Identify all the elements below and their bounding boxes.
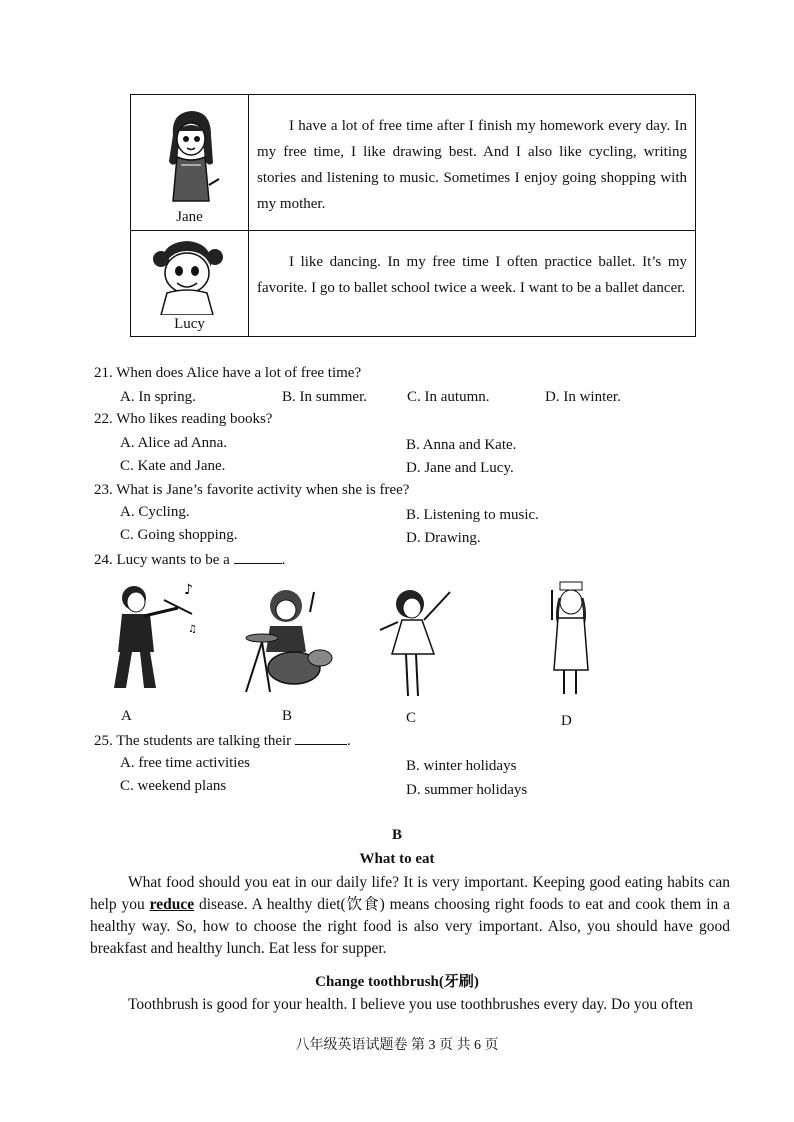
picture-label-b: B xyxy=(282,708,293,724)
reduce-keyword: reduce xyxy=(149,896,195,913)
picture-label-a: A xyxy=(121,708,132,724)
question-25-option-c[interactable]: C. weekend plans xyxy=(120,778,227,794)
question-23-option-b[interactable]: B. Listening to music. xyxy=(406,507,539,523)
question-21-option-b[interactable]: B. In summer. xyxy=(282,389,367,405)
question-23-option-c[interactable]: C. Going shopping. xyxy=(120,527,238,543)
question-23-option-a[interactable]: A. Cycling. xyxy=(120,504,190,520)
section-b-paragraph-1 xyxy=(90,872,730,960)
question-24-stem: 24. Lucy wants to be a xyxy=(94,552,230,568)
question-21-option-a[interactable]: A. In spring. xyxy=(120,389,196,405)
svg-text:♪: ♪ xyxy=(184,582,193,598)
jane-name-label: Jane xyxy=(176,209,203,225)
table-row-lucy xyxy=(131,231,695,337)
violinist-picture-icon[interactable] xyxy=(104,580,202,692)
question-21-stem: 21. When does Alice have a lot of free time? xyxy=(94,365,362,381)
question-25-stem: 25. The students are talking their xyxy=(94,733,292,749)
question-25-option-a[interactable]: A. free time activities xyxy=(120,755,250,771)
picture-label-d: D xyxy=(561,713,572,729)
question-25-option-b[interactable]: B. winter holidays xyxy=(406,758,517,774)
jane-text: I have a lot of free time after I finish my homework every day. In my free time, I like drawing best. And I also like cycling, writing stories and listening to music. Sometimes I enjoy going shopping with my mother. xyxy=(257,118,687,212)
section-b-title: What to eat xyxy=(359,851,435,867)
paragraph-1-part-1: What food should you eat in our daily life? It is very important. Keeping good eating habits can help you xyxy=(90,874,730,913)
question-24-end: . xyxy=(281,552,286,568)
drummer-picture-icon[interactable] xyxy=(240,582,336,694)
profile-table xyxy=(130,94,696,337)
picture-label-c: C xyxy=(406,710,417,726)
question-23-stem: 23. What is Jane’s favorite activity when she is free? xyxy=(94,482,410,498)
question-24-line xyxy=(94,551,285,569)
question-21-option-d[interactable]: D. In winter. xyxy=(545,389,621,405)
jane-picture-cell xyxy=(131,95,249,230)
question-24-blank[interactable] xyxy=(234,551,282,564)
lucy-picture-cell xyxy=(131,231,249,337)
section-b-subtitle: Change toothbrush(牙刷) xyxy=(315,974,479,990)
table-row-jane xyxy=(131,95,695,231)
question-22-option-c[interactable]: C. Kate and Jane. xyxy=(120,458,226,474)
lucy-cartoon-icon xyxy=(149,237,231,315)
ballet-dancer-picture-icon[interactable] xyxy=(368,584,462,702)
jane-cartoon-icon xyxy=(159,105,223,205)
question-23-option-d[interactable]: D. Drawing. xyxy=(406,530,481,546)
paragraph-1-part-2: disease. A healthy diet(饮食) means choosing right foods to eat and cook them in a healthy way. So, how to choose the right food is also very important. Also, you should have good breakfast and healthy lunch. Eat less for supper. xyxy=(90,896,731,957)
section-b-paragraph-2: Toothbrush is good for your health. I believe you use toothbrushes every day. Do you often xyxy=(128,996,693,1013)
lucy-text: I like dancing. In my free time I often practice ballet. It’s my favorite. I go to ballet school twice a week. I want to be a ballet dancer. xyxy=(257,254,687,296)
question-22-option-d[interactable]: D. Jane and Lucy. xyxy=(406,460,514,476)
svg-text:♫: ♫ xyxy=(188,624,197,635)
question-25-option-d[interactable]: D. summer holidays xyxy=(406,782,528,798)
nurse-picture-icon[interactable] xyxy=(546,580,604,698)
question-25-line xyxy=(94,732,351,750)
question-22-option-b[interactable]: B. Anna and Kate. xyxy=(406,437,517,453)
question-21-option-c[interactable]: C. In autumn. xyxy=(407,389,490,405)
page-footer: 八年级英语试题卷 第 3 页 共 6 页 xyxy=(295,1038,499,1053)
question-25-blank[interactable] xyxy=(295,732,347,745)
section-b-letter: B xyxy=(391,827,402,843)
lucy-name-label: Lucy xyxy=(174,316,205,332)
question-22-option-a[interactable]: A. Alice ad Anna. xyxy=(120,435,228,451)
question-25-end: . xyxy=(346,733,351,749)
question-22-stem: 22. Who likes reading books? xyxy=(94,411,273,427)
